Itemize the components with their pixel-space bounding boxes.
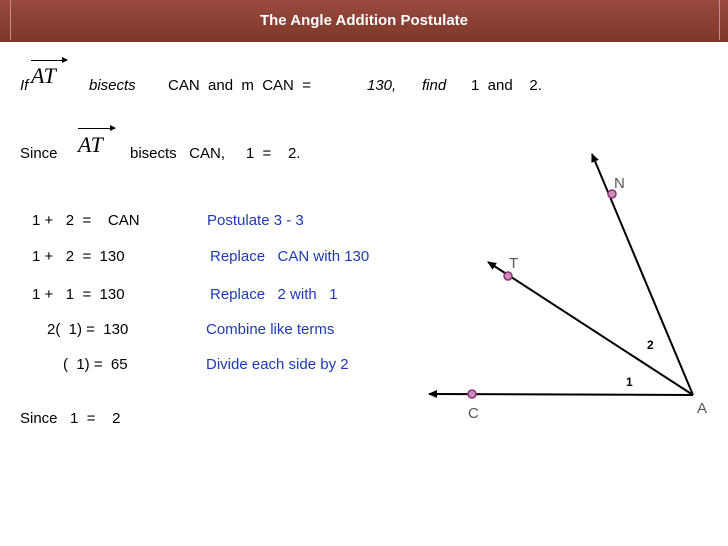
- step-3-reason: Replace 2 with 1: [210, 286, 338, 303]
- problem-if: If: [20, 77, 29, 94]
- point-t: [504, 272, 512, 280]
- label-n: N: [614, 175, 625, 192]
- step-5-statement: ( 1) = 65: [63, 356, 128, 373]
- label-a: A: [697, 400, 708, 417]
- step-4-statement: 2( 1) = 130: [47, 321, 129, 338]
- step-1-reason: Postulate 3 - 3: [207, 212, 304, 229]
- ray-at: [488, 262, 693, 395]
- label-c: C: [468, 405, 479, 422]
- problem-bisects: bisects: [89, 77, 136, 94]
- angle-1-label: 1: [626, 375, 633, 389]
- ray-an: [592, 154, 693, 395]
- angle-2-label: 2: [647, 338, 654, 352]
- problem-rest: 1 and 2.: [471, 77, 542, 94]
- problem-value: 130,: [367, 77, 397, 94]
- since-label: Since: [20, 145, 58, 162]
- conclusion: Since 1 = 2: [20, 410, 121, 427]
- point-c: [468, 390, 476, 398]
- step-3-statement: 1 + 1 = 130: [32, 286, 125, 303]
- problem-vector: AT: [31, 63, 56, 88]
- step-2-statement: 1 + 2 = 130: [32, 248, 125, 265]
- step-5-reason: Divide each side by 2: [206, 356, 349, 373]
- since-rest: bisects CAN, 1 = 2.: [130, 145, 301, 162]
- label-t: T: [509, 255, 519, 272]
- step-1-statement: 1 + 2 = CAN: [32, 212, 140, 229]
- problem-find: find: [422, 77, 447, 94]
- since-vector: AT: [78, 132, 103, 157]
- page-title: The Angle Addition Postulate: [259, 12, 469, 29]
- step-4-reason: Combine like terms: [206, 321, 335, 338]
- problem-can-and: CAN and m CAN =: [168, 77, 311, 94]
- step-2-reason: Replace CAN with 130: [210, 248, 370, 265]
